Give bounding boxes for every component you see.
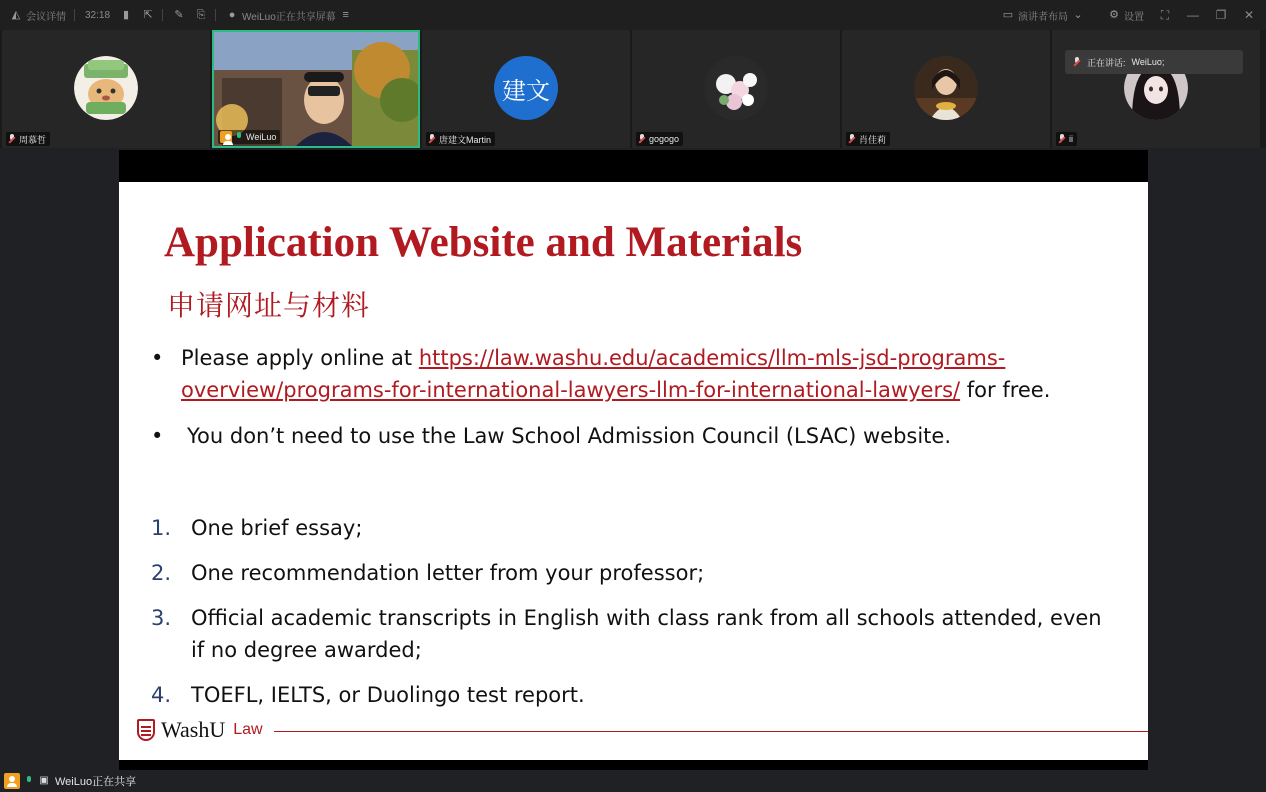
divider xyxy=(215,9,216,21)
washu-law-logo xyxy=(137,717,263,743)
sharing-status-text: WeiLuo正在共享 xyxy=(55,776,137,788)
slide-letterbox-top xyxy=(119,150,1148,182)
minimize-icon[interactable]: — xyxy=(1187,8,1199,22)
host-icon xyxy=(220,131,232,143)
participant-name: ii xyxy=(1069,134,1073,144)
divider xyxy=(162,9,163,21)
translate-icon[interactable]: ⎘ xyxy=(196,9,206,21)
mic-icon xyxy=(1073,57,1081,67)
list-item xyxy=(151,512,1111,544)
item-number: 1. xyxy=(151,516,172,540)
list-item xyxy=(151,602,1111,666)
participant-label xyxy=(6,132,50,146)
share-icon: ● xyxy=(228,9,236,21)
chevron-down-icon: ⌄ xyxy=(1073,9,1083,21)
host-icon xyxy=(4,773,20,789)
avatar-initials: 建文 xyxy=(502,76,550,105)
item-number: 3. xyxy=(151,606,172,630)
participant-name: 唐建文Martin xyxy=(439,134,492,145)
footer-divider xyxy=(274,731,1148,732)
participant-name: 肖佳莉 xyxy=(859,134,887,145)
gear-icon: ⚙ xyxy=(1109,9,1119,21)
sharing-status-bar xyxy=(0,770,1266,792)
avatar xyxy=(494,56,558,120)
participant-label xyxy=(218,130,280,144)
bullet-dot: • xyxy=(151,424,164,448)
speaking-name: WeiLuo; xyxy=(1131,57,1165,67)
mic-on-icon xyxy=(25,776,33,786)
logo-text: WashU xyxy=(161,717,226,742)
layout-button[interactable] xyxy=(1002,8,1084,23)
mic-muted-icon xyxy=(8,134,16,144)
participant-name: WeiLuo xyxy=(246,132,277,142)
share-screen-icon: ▣ xyxy=(39,775,49,786)
bullet-list xyxy=(151,342,1111,452)
participant-tile[interactable] xyxy=(842,30,1050,148)
sharing-notice: WeiLuo正在共享屏幕 xyxy=(242,11,336,23)
mic-muted-icon xyxy=(1058,134,1066,144)
list-item xyxy=(151,557,1111,589)
settings-button[interactable] xyxy=(1108,8,1144,23)
signal-icon: ▮ xyxy=(123,9,130,21)
participant-tile[interactable] xyxy=(2,30,210,148)
participant-label xyxy=(1056,132,1077,146)
bullet-item xyxy=(151,420,1111,452)
mic-muted-icon xyxy=(848,134,856,144)
meeting-details-label: 会议详情 xyxy=(26,11,66,23)
mic-muted-icon xyxy=(428,134,436,144)
item-number: 4. xyxy=(151,683,172,707)
logo-icon: ◭ xyxy=(11,9,21,21)
meeting-details-button[interactable] xyxy=(10,8,66,23)
fullscreen-icon[interactable]: ⛶ xyxy=(1160,7,1170,22)
participant-name: 周慕哲 xyxy=(19,134,47,145)
presentation-slide xyxy=(119,182,1148,760)
meeting-timer xyxy=(85,10,110,21)
bullet-text: You don’t need to use the Law School Admission Council (LSAC) website. xyxy=(187,424,952,448)
item-number: 2. xyxy=(151,561,172,585)
bullet-item xyxy=(151,342,1111,406)
slide-title: Application Website and Materials xyxy=(164,219,803,266)
avatar xyxy=(704,56,768,120)
popout-icon[interactable]: ⇱ xyxy=(143,9,153,21)
link-text-line2: overview/programs-for-international-lawyers-llm-for-international-lawyers/ xyxy=(181,378,961,402)
numbered-list xyxy=(151,512,1111,724)
mic-muted-icon xyxy=(638,134,646,144)
logo-law-text: Law xyxy=(233,721,263,738)
item-text: TOEFL, IELTS, or Duolingo test report. xyxy=(191,683,585,707)
speaking-label: 正在讲话: xyxy=(1087,57,1126,68)
list-item xyxy=(151,679,1111,711)
layout-icon: ▭ xyxy=(1002,9,1014,21)
top-toolbar xyxy=(0,0,1266,30)
speaking-indicator xyxy=(1065,50,1243,74)
participant-label xyxy=(846,132,890,146)
sharing-indicator[interactable] xyxy=(226,8,352,23)
bullet-text: Please apply online at xyxy=(181,346,419,370)
annotate-icon[interactable]: ✎ xyxy=(174,9,184,21)
participant-label xyxy=(426,132,495,146)
participant-label xyxy=(636,132,683,146)
divider xyxy=(74,9,75,21)
layout-label: 演讲者布局 xyxy=(1018,11,1068,23)
participant-name: gogogo xyxy=(649,134,680,144)
shield-icon xyxy=(137,719,155,741)
avatar xyxy=(74,56,138,120)
bullet-text-suffix: for free. xyxy=(960,378,1051,402)
slide-subtitle: 申请网址与材料 xyxy=(167,289,371,322)
settings-label: 设置 xyxy=(1124,11,1144,23)
item-text: One brief essay; xyxy=(191,516,363,540)
participant-tile[interactable] xyxy=(632,30,840,148)
bullet-dot: • xyxy=(151,346,164,370)
item-text: One recommendation letter from your professor; xyxy=(191,561,705,585)
menu-icon: ≡ xyxy=(342,9,349,21)
restore-icon[interactable]: ❐ xyxy=(1215,8,1227,22)
participant-tile[interactable] xyxy=(1052,30,1260,148)
participant-tile-active[interactable] xyxy=(212,30,420,148)
participant-tile[interactable] xyxy=(422,30,630,148)
timer-text: 32:18 xyxy=(85,9,111,21)
mic-on-icon xyxy=(235,132,243,142)
participant-strip xyxy=(0,30,1266,148)
item-text: Official academic transcripts in English with class rank from all schools attended, even if no degree awarded; xyxy=(191,606,1102,662)
close-icon[interactable]: ✕ xyxy=(1243,8,1255,22)
link-text-line1: https://law.washu.edu/academics/llm-mls-jsd-programs- xyxy=(418,346,1006,370)
avatar xyxy=(914,56,978,120)
